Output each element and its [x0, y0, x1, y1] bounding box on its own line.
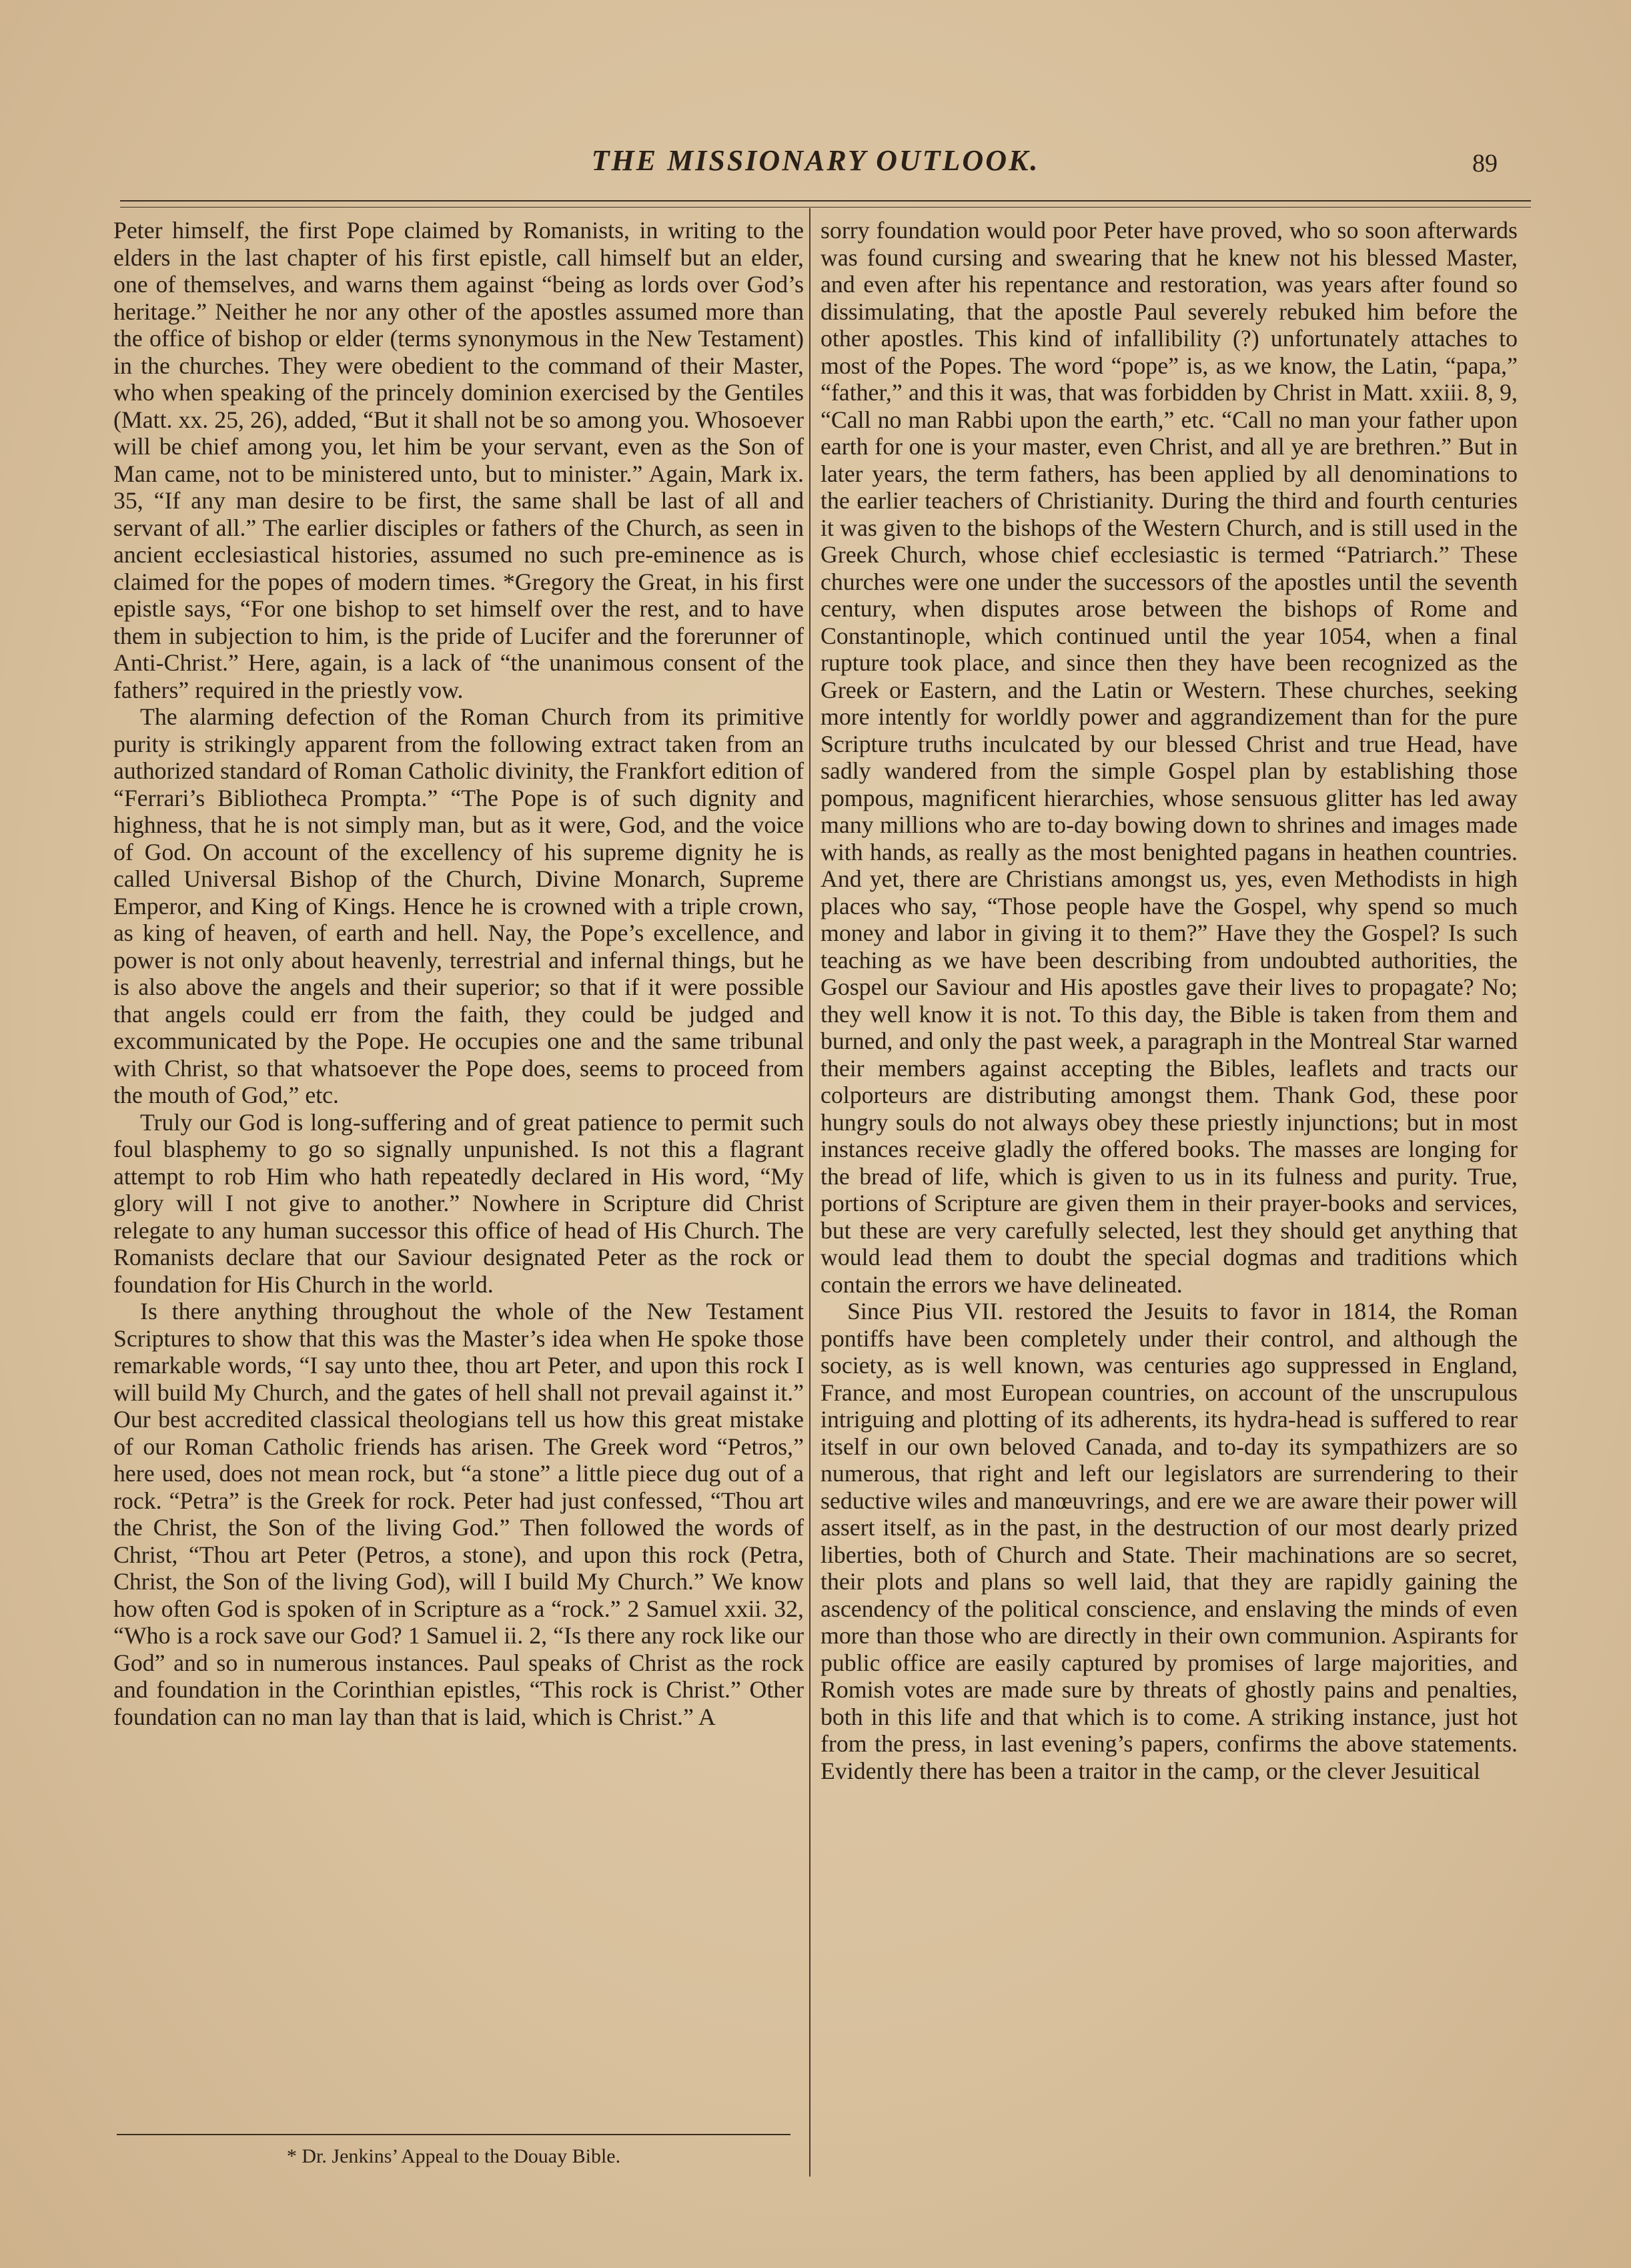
right-column	[821, 217, 1518, 1784]
paragraph: The alarming defection of the Roman Church from its primitive purity is strikingly apparent from the following extract taken from an authorized standard of Roman Catholic divinity, the Frankfort edition of “Ferrari’s Bibliotheca Prompta.” “The Pope is of such dignity and highness, that he is not simply man, but as it were, God, and the voice of God. On account of the excellency of his supreme dignity he is called Universal Bishop of the Church, Divine Monarch, Supreme Emperor, and King of Kings. Hence he is crowned with a triple crown, as king of heaven, of earth and hell. Nay, the Pope’s excellence, and power is not only about heavenly, terrestrial and infernal things, but he is also above the angels and their superior; so that if it were possible that angels could err from the faith, they could be judged and excommunicated by the Pope. He occupies one and the same tribunal with Christ, so that whatsoever the Pope does, seems to proceed from the mouth of God,” etc.	[113, 703, 804, 1108]
paragraph: Is there anything throughout the whole of the New Testament Scriptures to show that this was the Master’s idea when He spoke those remarkable words, “I say unto thee, thou art Peter, and upon this rock I will build My Church, and the gates of hell shall not prevail against it.” Our best accredited classical theologians tell us how this great mistake of our Roman Catholic friends has arisen. The Greek word “Petros,” here used, does not mean rock, but “a stone” a little piece dug out of a rock. “Petra” is the Greek for rock. Peter had just confessed, “Thou art the Christ, the Son of the living God.” Then followed the words of Christ, “Thou art Peter (Petros, a stone), and upon this rock (Petra, Christ, the Son of the living God), will I build My Church.” We know how often God is spoken of in Scripture as a “rock.” 2 Samuel xxii. 32, “Who is a rock save our God? 1 Samuel ii. 2, “Is there any rock like our God” and so in numerous instances. Paul speaks of Christ as the rock and foundation in the Corinthian epistles, “This rock is Christ.” Other foundation can no man lay than that is laid, which is Christ.” A	[113, 1298, 804, 1730]
journal-title: THE MISSIONARY OUTLOOK.	[591, 144, 1040, 177]
paragraph: Peter himself, the first Pope claimed by Romanists, in writing to the elders in the last chapter of his first epistle, call himself but an elder, one of themselves, and warns them against “being as lords over God’s heritage.” Neither he nor any other of the apostles assumed more than the office of bishop or elder (terms synonymous in the New Testament) in the churches. They were obedient to the command of their Master, who when speaking of the princely dominion exercised by the Gentiles (Matt. xx. 25, 26), added, “But it shall not be so among you. Whosoever will be chief among you, let him be your servant, even as the Son of Man came, not to be ministered unto, but to minister.” Again, Mark ix. 35, “If any man desire to be first, the same shall be last of all and servant of all.” The earlier disciples or fathers of the Church, as seen in ancient ecclesiastical histories, assumed no such pre-eminence as is claimed for the popes of modern times. *Gregory the Great, in his first epistle says, “For one bishop to set himself over the rest, and to have them in subjection to him, is the pride of Lucifer and the forerunner of Anti-Christ.” Here, again, is a lack of “the unanimous consent of the fathers” required in the priestly vow.	[113, 217, 804, 703]
column-divider	[809, 208, 810, 2177]
running-head	[0, 143, 1631, 183]
footnote: * Dr. Jenkins’ Appeal to the Douay Bible.	[286, 2145, 621, 2167]
paragraph: Since Pius VII. restored the Jesuits to favor in 1814, the Roman pontiffs have been completely under their control, and although the society, as is well known, was centuries ago suppressed in England, France, and most European countries, on account of the unscrupulous intriguing and plotting of its adherents, its hydra-head is suffered to rear itself in our own beloved Canada, and to-day its sympathizers are so numerous, that right and left our legislators are surrendering to their seductive wiles and manœuvrings, and ere we are aware their power will assert itself, as in the past, in the destruction of our most dearly prized liberties, both of Church and State. Their machinations are so secret, their plots and plans so well laid, that they are rapidly gaining the ascendency of the political conscience, and enslaving the minds of even more than those who are directly in their own communion. Aspirants for public office are easily captured by promises of large majorities, and Romish votes are made sure by threats of ghostly pains and penalties, both in this life and that which is to come. A striking instance, just hot from the press, in last evening’s papers, confirms the above statements. Evidently there has been a traitor in the camp, or the clever Jesuitical	[821, 1298, 1518, 1784]
header-rule	[120, 200, 1531, 202]
page-number: 89	[1472, 149, 1498, 177]
paragraph: sorry foundation would poor Peter have proved, who so soon afterwards was found cursing and swearing that he knew not his blessed Master, and even after his repentance and restoration, was years after found so dissimulating, that the apostle Paul severely rebuked him before the other apostles. This kind of infallibility (?) unfortunately attaches to most of the Popes. The word “pope” is, as we know, the Latin, “papa,” “father,” and this it was, that was forbidden by Christ in Matt. xxiii. 8, 9, “Call no man Rabbi upon the earth,” etc. “Call no man your father upon earth for one is your master, even Christ, and all ye are brethren.” But in later years, the term fathers, has been applied by all denominations to the earlier teachers of Christianity. During the third and fourth centuries it was given to the bishops of the Western Church, and is still used in the Greek Church, whose chief ecclesiastic is termed “Patriarch.” These churches were one under the successors of the apostles until the seventh century, when disputes arose between the bishops of Rome and Constantinople, which continued until the year 1054, when a final rupture took place, and since then they have been recognized as the Greek or Eastern, and the Latin or Western. These churches, seeking more intently for worldly power and aggrandizement than for the pure Scripture truths inculcated by our blessed Christ and true Head, have sadly wandered from the simple Gospel plan by establishing those pompous, magnificent hierarchies, whose sensuous glitter has led away many millions who are to-day bowing down to shrines and images made with hands, as really as the most benighted pagans in heathen countries. And yet, there are Christians amongst us, yes, even Methodists in high places who say, “Those people have the Gospel, why spend so much money and labor in giving it to them?” Have they the Gospel? Is such teaching as we have been describing from undoubted authorities, the Gospel our Saviour and His apostles gave their lives to propagate? No; they well know it is not. To this day, the Bible is taken from them and burned, and only the past week, a paragraph in the Montreal Star warned their members against accepting the Bibles, leaflets and tracts our colporteurs are distributing amongst them. Thank God, these poor hungry souls do not always obey these priestly injunctions; but in most instances receive gladly the offered books. The masses are longing for the bread of life, which is given to us in its fulness and purity. True, portions of Scripture are given them in their prayer-books and services, but these are very carefully selected, lest they should get anything that would lead them to doubt the special dogmas and traditions which contain the errors we have delineated.	[821, 217, 1518, 1298]
footnote-rule	[117, 2134, 790, 2135]
paragraph: Truly our God is long-suffering and of great patience to permit such foul blasphemy to go so signally unpunished. Is not this a flagrant attempt to rob Him who hath repeatedly declared in His word, “My glory will I not give to another.” Nowhere in Scripture did Christ relegate to any human successor this office of head of His Church. The Romanists declare that our Saviour designated Peter as the rock or foundation for His Church in the world.	[113, 1108, 804, 1298]
left-column	[113, 217, 804, 1730]
header-rule-thin	[120, 207, 1531, 208]
